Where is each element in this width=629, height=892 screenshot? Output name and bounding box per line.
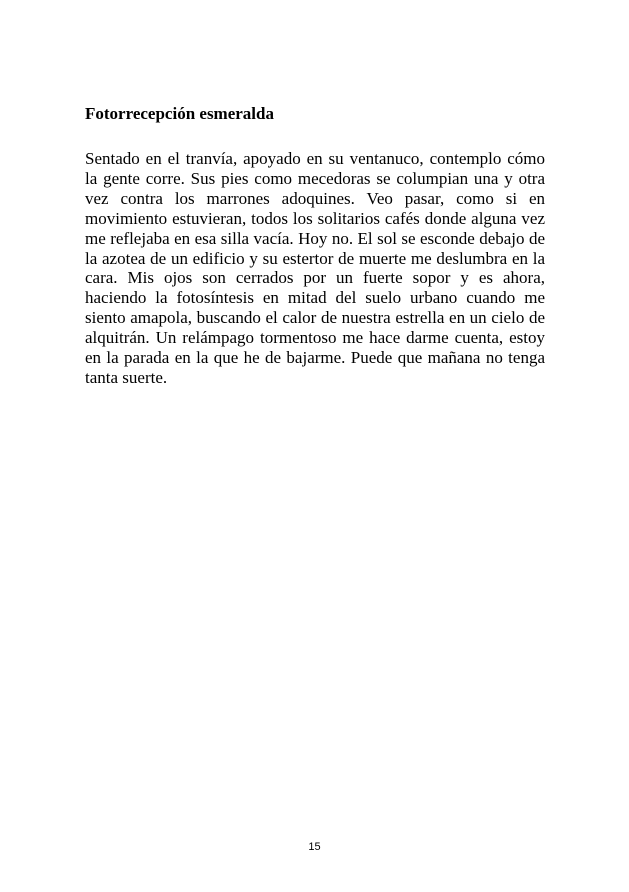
page-number: 15 — [308, 841, 321, 853]
body-paragraph: Sentado en el tranvía, apoyado en su ventanuco, contemplo cómo la gente corre. Sus pies como mecedoras se columpian una y otra vez contra los marrones adoquines. Veo pasar, como si en movimiento estuvieran, todos los solitarios cafés donde alguna vez me reflejaba en esa silla vacía. Hoy no. El sol se esconde debajo de la azotea de un edificio y su estertor de muerte me deslumbra en la cara. Mis ojos son cerrados por un fuerte sopor y es ahora, haciendo la fotosíntesis en mitad del suelo urbano cuando me siento amapola, buscando el calor de nuestra estrella en un cielo de alquitrán. Un relámpago tormentoso me hace darme cuenta, estoy en la parada en la que he de bajarme. Puede que mañana no tenga tanta suerte. — [85, 149, 545, 387]
document-title: Fotorrecepción esmeralda — [85, 104, 274, 123]
